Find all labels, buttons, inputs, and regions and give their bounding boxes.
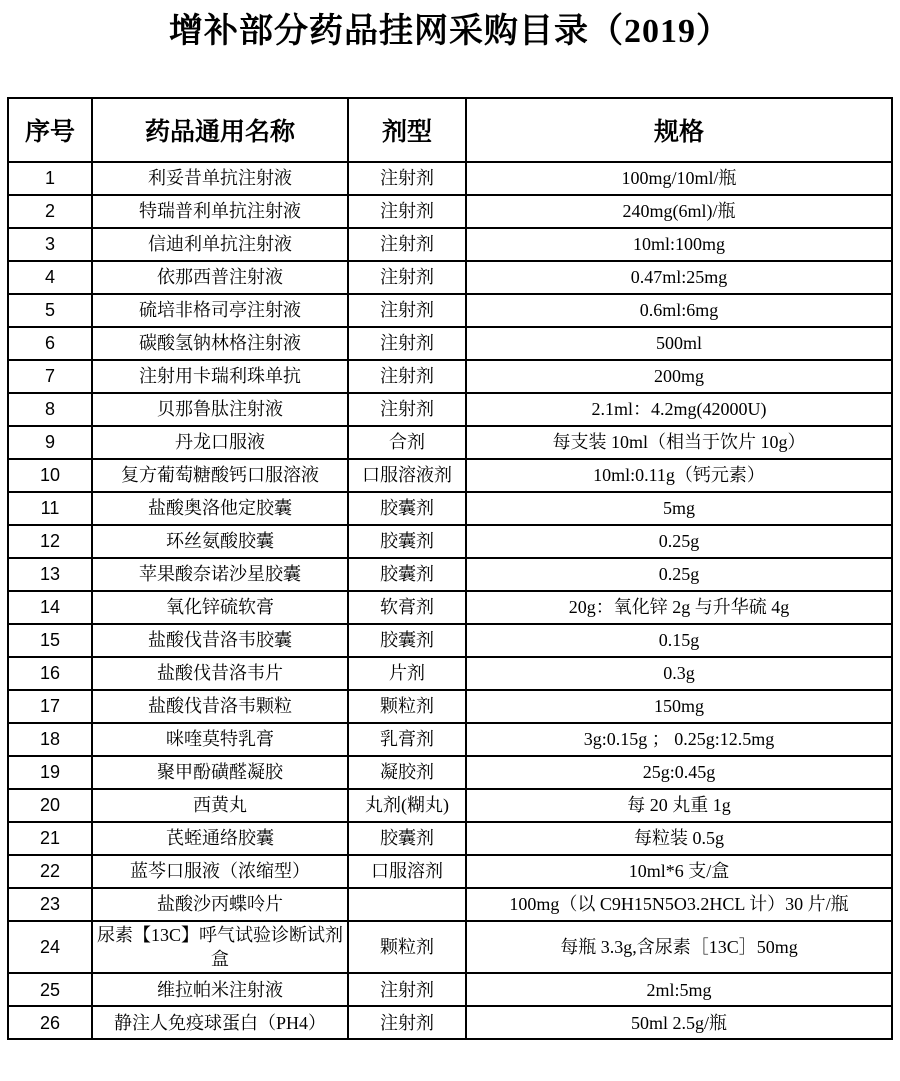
specification-cell: 5mg <box>466 492 892 525</box>
drug-name-cell: 信迪利单抗注射液 <box>92 228 348 261</box>
dosage-form-cell: 注射剂 <box>348 294 466 327</box>
table-row <box>8 723 892 756</box>
dosage-form-cell: 片剂 <box>348 657 466 690</box>
serial-number-cell: 4 <box>8 261 92 294</box>
specification-cell: 10ml:100mg <box>466 228 892 261</box>
dosage-form-cell: 口服溶液剂 <box>348 459 466 492</box>
header-dosage-form: 剂型 <box>348 98 466 162</box>
dosage-form-cell: 颗粒剂 <box>348 690 466 723</box>
dosage-form-cell: 注射剂 <box>348 261 466 294</box>
table-row <box>8 525 892 558</box>
specification-cell: 10ml:0.11g（钙元素） <box>466 459 892 492</box>
table-row <box>8 789 892 822</box>
drug-name-cell: 西黄丸 <box>92 789 348 822</box>
serial-number-cell: 2 <box>8 195 92 228</box>
specification-cell: 0.25g <box>466 558 892 591</box>
serial-number-cell: 9 <box>8 426 92 459</box>
drug-name-cell: 静注人免疫球蛋白（PH4） <box>92 1006 348 1039</box>
specification-cell: 100mg/10ml/瓶 <box>466 162 892 195</box>
drug-name-cell: 维拉帕米注射液 <box>92 973 348 1006</box>
specification-cell: 每瓶 3.3g,含尿素［13C］50mg <box>466 921 892 974</box>
drug-name-cell: 碳酸氢钠林格注射液 <box>92 327 348 360</box>
dosage-form-cell: 乳膏剂 <box>348 723 466 756</box>
dosage-form-cell: 软膏剂 <box>348 591 466 624</box>
dosage-form-cell: 丸剂(糊丸) <box>348 789 466 822</box>
header-row <box>8 98 892 162</box>
serial-number-cell: 11 <box>8 492 92 525</box>
page-title: 增补部分药品挂网采购目录（2019） <box>169 13 731 50</box>
table-row <box>8 921 892 974</box>
table-row <box>8 822 892 855</box>
dosage-form-cell: 胶囊剂 <box>348 525 466 558</box>
table-row <box>8 657 892 690</box>
serial-number-cell: 10 <box>8 459 92 492</box>
serial-number-cell: 22 <box>8 855 92 888</box>
specification-cell: 每粒装 0.5g <box>466 822 892 855</box>
serial-number-cell: 25 <box>8 973 92 1006</box>
table-row <box>8 888 892 921</box>
dosage-form-cell: 注射剂 <box>348 228 466 261</box>
specification-cell: 50ml 2.5g/瓶 <box>466 1006 892 1039</box>
specification-cell: 25g:0.45g <box>466 756 892 789</box>
serial-number-cell: 1 <box>8 162 92 195</box>
drug-name-cell: 盐酸伐昔洛韦片 <box>92 657 348 690</box>
table-row <box>8 162 892 195</box>
table-row <box>8 426 892 459</box>
table-row <box>8 1006 892 1039</box>
dosage-form-cell: 合剂 <box>348 426 466 459</box>
header-serial-number: 序号 <box>8 98 92 162</box>
table-row <box>8 756 892 789</box>
serial-number-cell: 18 <box>8 723 92 756</box>
table-row <box>8 327 892 360</box>
drug-name-cell: 依那西普注射液 <box>92 261 348 294</box>
drug-name-cell: 环丝氨酸胶囊 <box>92 525 348 558</box>
serial-number-cell: 26 <box>8 1006 92 1039</box>
serial-number-cell: 20 <box>8 789 92 822</box>
specification-cell: 每 20 丸重 1g <box>466 789 892 822</box>
drug-name-cell: 盐酸伐昔洛韦颗粒 <box>92 690 348 723</box>
serial-number-cell: 7 <box>8 360 92 393</box>
drug-name-cell: 复方葡萄糖酸钙口服溶液 <box>92 459 348 492</box>
specification-cell: 0.15g <box>466 624 892 657</box>
specification-cell: 500ml <box>466 327 892 360</box>
serial-number-cell: 19 <box>8 756 92 789</box>
dosage-form-cell: 注射剂 <box>348 360 466 393</box>
serial-number-cell: 12 <box>8 525 92 558</box>
drug-name-cell: 注射用卡瑞利珠单抗 <box>92 360 348 393</box>
serial-number-cell: 8 <box>8 393 92 426</box>
dosage-form-cell: 胶囊剂 <box>348 558 466 591</box>
table-row <box>8 228 892 261</box>
table-row <box>8 624 892 657</box>
header-specification: 规格 <box>466 98 892 162</box>
serial-number-cell: 3 <box>8 228 92 261</box>
serial-number-cell: 21 <box>8 822 92 855</box>
specification-cell: 0.47ml:25mg <box>466 261 892 294</box>
table-row <box>8 973 892 1006</box>
drug-name-cell: 特瑞普利单抗注射液 <box>92 195 348 228</box>
dosage-form-cell: 口服溶剂 <box>348 855 466 888</box>
table-body <box>8 162 892 1040</box>
specification-cell: 10ml*6 支/盒 <box>466 855 892 888</box>
table-row <box>8 459 892 492</box>
specification-cell: 0.3g <box>466 657 892 690</box>
serial-number-cell: 13 <box>8 558 92 591</box>
drug-name-cell: 尿素【13C】呼气试验诊断试剂盒 <box>92 921 348 974</box>
dosage-form-cell: 胶囊剂 <box>348 822 466 855</box>
dosage-form-cell: 注射剂 <box>348 162 466 195</box>
dosage-form-cell: 注射剂 <box>348 195 466 228</box>
serial-number-cell: 14 <box>8 591 92 624</box>
serial-number-cell: 23 <box>8 888 92 921</box>
specification-cell: 200mg <box>466 360 892 393</box>
specification-cell: 0.6ml:6mg <box>466 294 892 327</box>
drug-name-cell: 聚甲酚磺醛凝胶 <box>92 756 348 789</box>
drug-name-cell: 硫培非格司亭注射液 <box>92 294 348 327</box>
drug-name-cell: 盐酸伐昔洛韦胶囊 <box>92 624 348 657</box>
dosage-form-cell: 凝胶剂 <box>348 756 466 789</box>
drug-name-cell: 贝那鲁肽注射液 <box>92 393 348 426</box>
drug-name-cell: 盐酸奥洛他定胶囊 <box>92 492 348 525</box>
table-row <box>8 855 892 888</box>
dosage-form-cell: 颗粒剂 <box>348 921 466 974</box>
specification-cell: 2.1ml：4.2mg(42000U) <box>466 393 892 426</box>
table-row <box>8 195 892 228</box>
drug-name-cell: 芪蛭通络胶囊 <box>92 822 348 855</box>
serial-number-cell: 24 <box>8 921 92 974</box>
header-drug-generic-name: 药品通用名称 <box>92 98 348 162</box>
drug-name-cell: 利妥昔单抗注射液 <box>92 162 348 195</box>
specification-cell: 0.25g <box>466 525 892 558</box>
dosage-form-cell: 注射剂 <box>348 1006 466 1039</box>
dosage-form-cell: 注射剂 <box>348 393 466 426</box>
serial-number-cell: 16 <box>8 657 92 690</box>
specification-cell: 20g：氧化锌 2g 与升华硫 4g <box>466 591 892 624</box>
dosage-form-cell: 注射剂 <box>348 973 466 1006</box>
specification-cell: 每支装 10ml（相当于饮片 10g） <box>466 426 892 459</box>
table-row <box>8 360 892 393</box>
drug-catalog-table <box>7 97 893 1041</box>
dosage-form-cell: 胶囊剂 <box>348 624 466 657</box>
drug-name-cell: 苹果酸奈诺沙星胶囊 <box>92 558 348 591</box>
dosage-form-cell: 胶囊剂 <box>348 492 466 525</box>
drug-name-cell: 盐酸沙丙蝶呤片 <box>92 888 348 921</box>
drug-name-cell: 氧化锌硫软膏 <box>92 591 348 624</box>
serial-number-cell: 15 <box>8 624 92 657</box>
table-row <box>8 261 892 294</box>
dosage-form-cell: 注射剂 <box>348 327 466 360</box>
table-row <box>8 492 892 525</box>
serial-number-cell: 6 <box>8 327 92 360</box>
table-row <box>8 558 892 591</box>
table-row <box>8 591 892 624</box>
specification-cell: 2ml:5mg <box>466 973 892 1006</box>
table-row <box>8 690 892 723</box>
drug-name-cell: 咪喹莫特乳膏 <box>92 723 348 756</box>
specification-cell: 100mg（以 C9H15N5O3.2HCL 计）30 片/瓶 <box>466 888 892 921</box>
table-row <box>8 294 892 327</box>
specification-cell: 3g:0.15g ； 0.25g:12.5mg <box>466 723 892 756</box>
drug-name-cell: 丹龙口服液 <box>92 426 348 459</box>
table-row <box>8 393 892 426</box>
serial-number-cell: 5 <box>8 294 92 327</box>
specification-cell: 150mg <box>466 690 892 723</box>
dosage-form-cell <box>348 888 466 921</box>
specification-cell: 240mg(6ml)/瓶 <box>466 195 892 228</box>
drug-name-cell: 蓝芩口服液（浓缩型） <box>92 855 348 888</box>
serial-number-cell: 17 <box>8 690 92 723</box>
